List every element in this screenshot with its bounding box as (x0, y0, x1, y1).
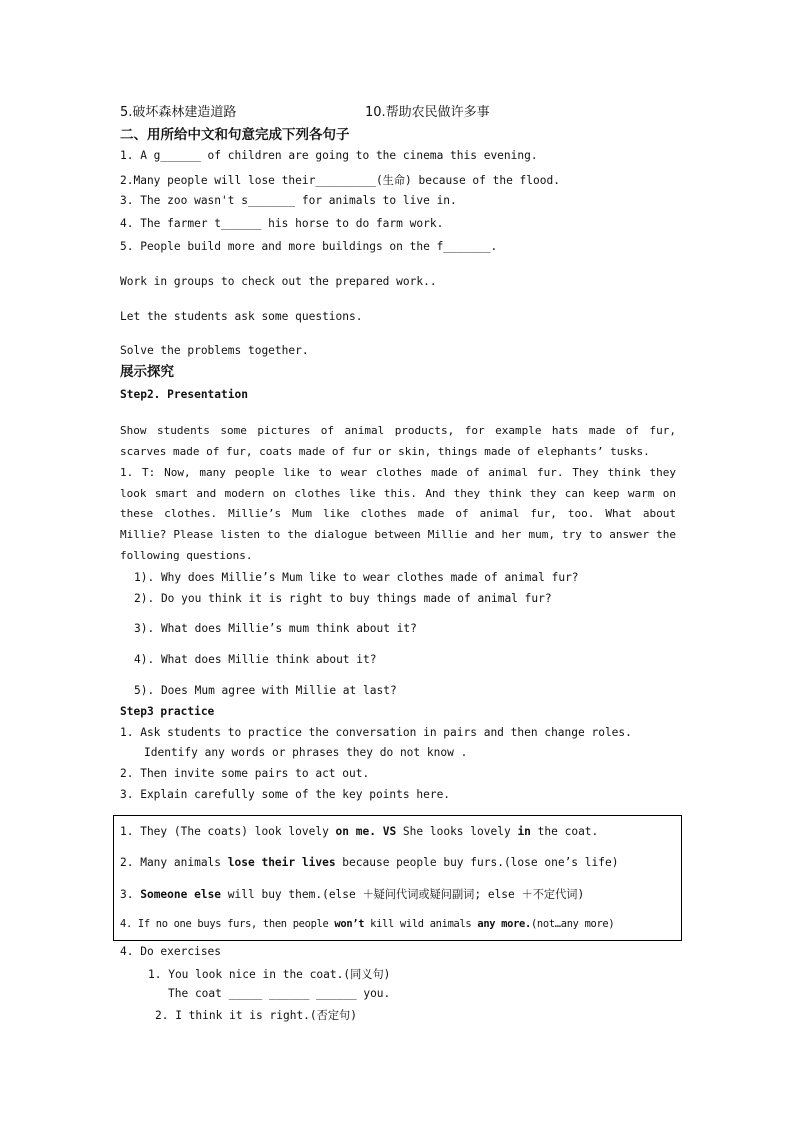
key-point-3: 3. Someone else will buy them.(else ＋疑问代词或疑问副词; else ＋不定代词) (120, 888, 585, 901)
exercise-item: 4. The farmer t______ his horse to do farm work. (120, 217, 444, 230)
teacher-paragraph: 1. T: Now, many people like to wear clothes made of animal fur. They think they look smart and modern on clothes like this. And they think they can keep warm on these clothes. Millie’s Mum like clothes made of animal fur, too. What about Millie? Please listen to the dialogue between Millie and her mum, try to answer the following questions. (120, 466, 676, 562)
exercise-question: 2. I think it is right.(否定句) (155, 1009, 357, 1022)
step3-item: 2. Then invite some pairs to act out. (120, 767, 370, 780)
step3-item: 3. Explain carefully some of the key points here. (120, 788, 451, 801)
step3-item: 1. Ask students to practice the conversation in pairs and then change roles. (120, 726, 632, 739)
exercise-blank-line: The coat _____ ______ ______ you. (168, 987, 391, 1000)
intro-paragraph: Show students some pictures of animal products, for example hats made of fur, scarves made of fur, coats made of fur or skin, things made of elephants’ tusks. (120, 424, 676, 458)
section-title: 二、用所给中文和句意完成下列各句子 (120, 127, 350, 143)
step2-title: Step2. Presentation (120, 388, 248, 401)
exercise-question: 1. You look nice in the coat.(同义句) (148, 968, 391, 981)
vocab-item-10: 10.帮助农民做许多事 (365, 105, 490, 120)
question-item: 3). What does Millie’s mum think about it? (134, 622, 417, 635)
key-point-4: 4. If no one buys furs, then people won’t kill wild animals any more.(not…any more) (120, 918, 615, 930)
exercises-title: 4. Do exercises (120, 945, 222, 958)
question-item: 4). What does Millie think about it? (134, 653, 377, 666)
key-point-2: 2. Many animals lose their lives because people buy furs.(lose one’s life) (120, 856, 619, 869)
exercise-item: 3. The zoo wasn't s_______ for animals to live in. (120, 194, 457, 207)
note-line: Let the students ask some questions. (120, 310, 363, 323)
key-point-1: 1. They (The coats) look lovely on me. VS She looks lovely in the coat. (120, 825, 599, 838)
question-item: 1). Why does Millie’s Mum like to wear clothes made of animal fur? (134, 571, 579, 584)
step3-title: Step3 practice (120, 705, 215, 718)
note-line: Work in groups to check out the prepared work.. (120, 275, 437, 288)
step3-item-cont: Identify any words or phrases they do not know . (144, 746, 468, 759)
exercise-item: 1. A g______ of children are going to the cinema this evening. (120, 149, 538, 162)
exercise-item: 5. People build more and more buildings on the f_______. (120, 240, 498, 253)
note-line: Solve the problems together. (120, 344, 309, 357)
vocab-item-5: 5.破坏森林建造道路 (120, 105, 237, 120)
exercise-item: 2.Many people will lose their_________(生命) because of the flood. (120, 174, 560, 187)
question-item: 5). Does Mum agree with Millie at last? (134, 684, 397, 697)
question-item: 2). Do you think it is right to buy things made of animal fur? (134, 592, 552, 605)
explore-title: 展示探究 (120, 364, 174, 380)
